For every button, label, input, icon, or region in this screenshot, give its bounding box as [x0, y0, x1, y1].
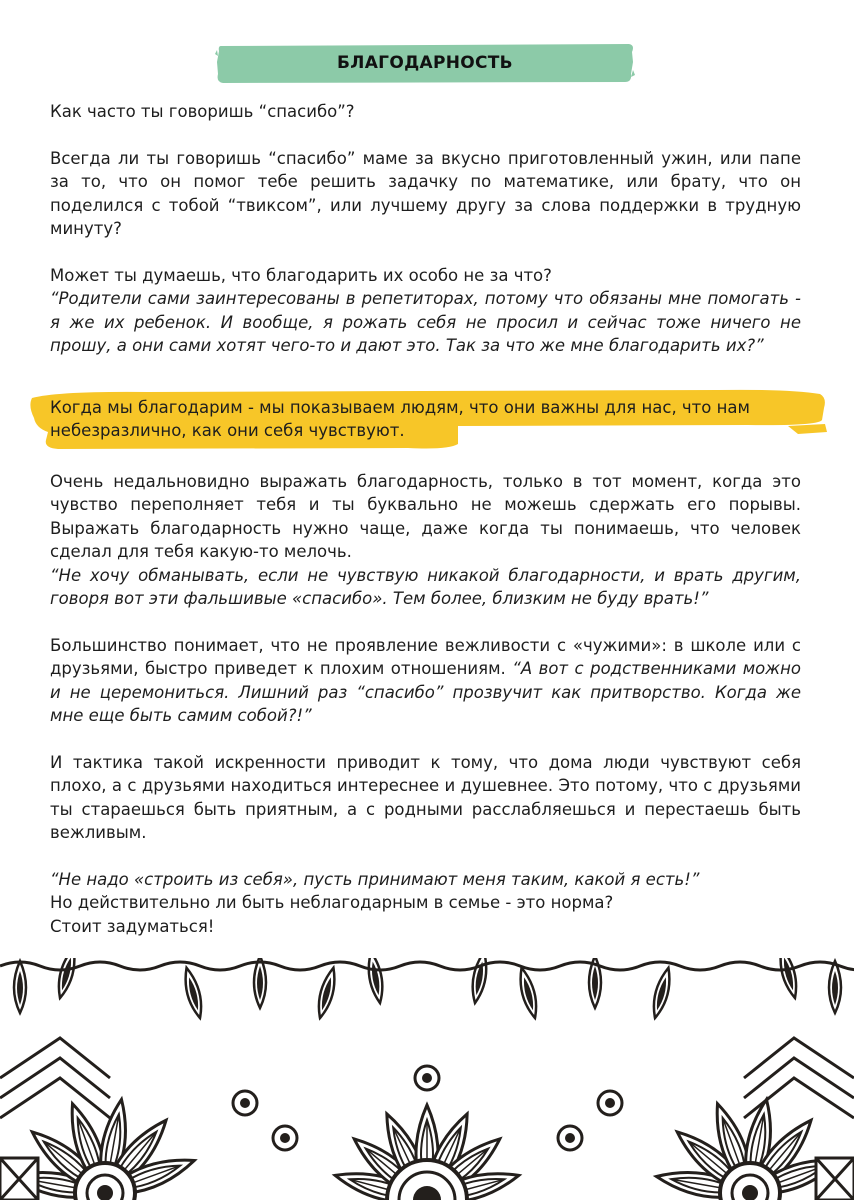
quote-relatives: “А вот с родственниками можно и не церемониться. Лишний раз “спасибо” прозвучит как притворство. Когда же мне еще быть самим собой?!”	[50, 659, 801, 725]
quote-accept-me: “Не надо «строить из себя», пусть принимают меня таким, какой я есть!”	[50, 869, 700, 889]
article-body	[50, 100, 801, 938]
paragraph-majority-regular: Большинство понимает, что не проявление вежливости с «чужими»: в школе или с друзьями, быстро приведет к плохим отношениям.	[50, 635, 801, 678]
highlighted-text: Когда мы благодарим - мы показываем людям, что они важны для нас, что нам небезразлично, как они себя чувствуют.	[50, 397, 750, 440]
paragraph-always-thank: Всегда ли ты говоришь “спасибо” маме за вкусно приготовленный ужин, или папе за то, что он помог тебе решить задачку по математике, или брату, что он поделился с тобой “твиксом”, или лучшему другу за слова поддержки в трудную минуту?	[50, 148, 801, 238]
paragraph-tactic: И тактика такой искренности приводит к тому, что дома люди чувствуют себя плохо, а с друзьями находиться интереснее и душевнее. Это потому, что с друзьями ты стараешься быть приятным, а с родными расслабляешься и перестаешь быть вежливым.	[50, 752, 801, 842]
question-how-often: Как часто ты говоришь “спасибо”?	[50, 102, 355, 121]
paragraph-think-about-it: Стоит задуматься!	[50, 916, 215, 936]
paragraph-majority	[50, 634, 801, 728]
quote-parents: “Родители сами заинтересованы в репетиторах, потому что обязаны мне помогать - я же их ребенок. И вообще, я рожать себя не просил и сейчас тоже ничего не прошу, а они сами хотят чего-то и дают это. Так за что же мне благодарить их?”	[50, 289, 801, 355]
quote-dont-want-lie: “Не хочу обманывать, если не чувствую никакой благодарности, и врать другим, говоря вот эти фальшивые «спасибо». Тем более, близким не буду врать!”	[50, 565, 801, 608]
mandala-ornament	[0, 958, 854, 1200]
paragraph-maybe-think: Может ты думаешь, что благодарить их особо не за что?	[50, 265, 552, 285]
paragraph-is-it-normal: Но действительно ли быть неблагодарным в семье - это норма?	[50, 893, 614, 912]
page-title-banner	[215, 42, 635, 84]
page-title: БЛАГОДАРНОСТЬ	[337, 53, 513, 73]
paragraph-shortsighted: Очень недальновидно выражать благодарность, только в тот момент, когда это чувство переполняет тебя и ты буквально не можешь сдержать его порывы. Выражать благодарность нужно чаще, даже когда ты понимаешь, что человек сделал для тебя какую-то мелочь.	[50, 471, 801, 561]
highlighted-statement	[50, 396, 801, 443]
